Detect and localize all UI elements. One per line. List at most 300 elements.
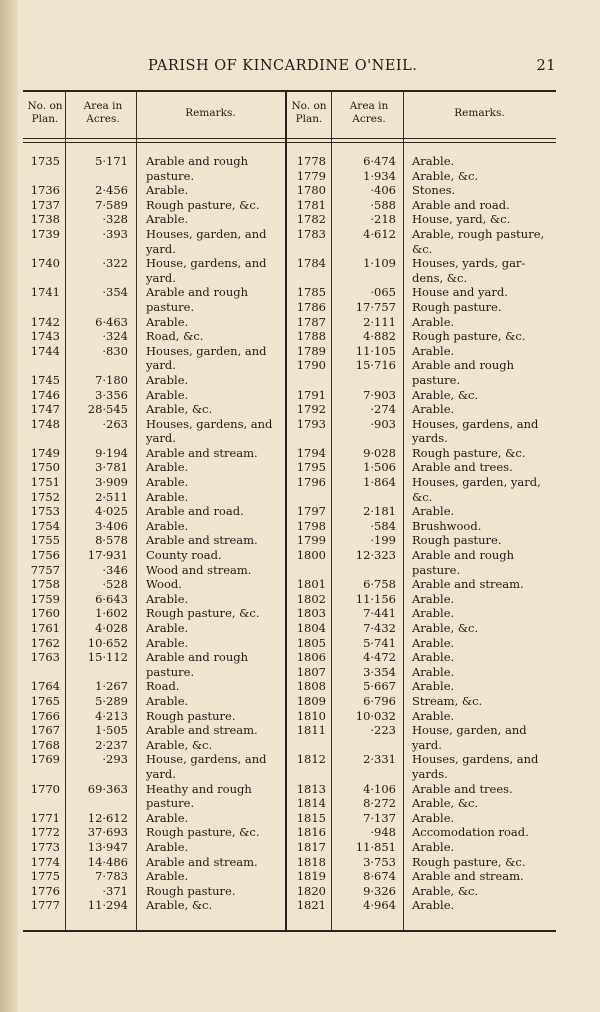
plan-number-left: 1762 [30, 635, 60, 650]
plan-number-right: 1807 [296, 664, 326, 679]
plan-number-right: 1789 [296, 343, 326, 358]
remarks-left: Arable and road. [146, 504, 244, 519]
area-acres-left: 5·171 [95, 154, 128, 168]
remarks-right: Arable, &c. [412, 387, 479, 402]
area-acres-right: ·199 [370, 533, 396, 548]
area-acres-right: 5·741 [363, 635, 396, 650]
table-row [23, 169, 556, 184]
remarks-left: Rough pasture, &c. [146, 606, 260, 621]
plan-number-right: 1813 [296, 781, 326, 796]
page-title: PARISH OF KINCARDINE O'NEIL. [148, 58, 418, 74]
plan-number-right: 1787 [296, 314, 326, 329]
table-row [23, 840, 556, 855]
remarks-right: Arable and rough [412, 358, 515, 373]
remarks-left: Houses, garden, and [146, 226, 267, 241]
table-row [23, 533, 556, 548]
area-acres-right: 8·674 [363, 869, 396, 884]
plan-number-left: 1765 [30, 693, 60, 708]
table-row [23, 183, 556, 198]
remarks-right: Arable. [412, 898, 455, 913]
area-acres-right: 6·796 [363, 693, 396, 708]
remarks-left: pasture. [146, 299, 195, 314]
remarks-left: Arable. [146, 693, 189, 708]
remarks-right: Arable and stream. [412, 577, 524, 592]
remarks-right: Rough pasture, &c. [412, 329, 526, 344]
plan-number-right: 1801 [296, 577, 326, 592]
table-row [23, 373, 556, 388]
plan-number-right: 1785 [296, 285, 326, 300]
area-acres-right: 3·354 [363, 664, 396, 679]
plan-number-right: 1820 [296, 883, 326, 898]
remarks-left: Arable. [146, 869, 189, 884]
remarks-left: Arable. [146, 591, 189, 606]
remarks-left: Road. [146, 679, 180, 694]
table-row [23, 592, 556, 607]
remarks-right: Houses, yards, gar- [412, 256, 526, 271]
area-acres-right: 10·032 [355, 708, 396, 723]
area-acres-right: 2·331 [363, 752, 396, 767]
area-acres-right: 11·105 [355, 343, 396, 358]
remarks-right: Arable and rough [412, 548, 515, 563]
area-acres-right: 4·882 [363, 329, 396, 344]
area-acres-left: 10·652 [87, 635, 128, 650]
table-row [23, 679, 556, 694]
remarks-left: House, gardens, and [146, 752, 267, 767]
plan-number-right: 1796 [296, 475, 326, 490]
table-row [23, 665, 556, 680]
plan-number-right: 1782 [296, 212, 326, 227]
plan-number-right: 1817 [296, 839, 326, 854]
remarks-left: Arable. [146, 475, 189, 490]
table-body [23, 154, 556, 913]
plan-number-left: 1740 [30, 256, 60, 271]
plan-number-right: 1793 [296, 416, 326, 431]
plan-number-left: 1750 [30, 460, 60, 475]
plan-number-left: 1736 [30, 183, 60, 198]
remarks-left: yard. [146, 431, 176, 446]
remarks-right: Houses, garden, yard, [412, 475, 541, 490]
area-acres-left: 13·947 [87, 839, 128, 854]
plan-number-right: 1810 [296, 708, 326, 723]
remarks-right: Arable. [412, 708, 455, 723]
remarks-right: House, garden, and [412, 723, 527, 738]
table-row [23, 402, 556, 417]
plan-number-left: 1768 [30, 737, 60, 752]
plan-number-right: 1784 [296, 256, 326, 271]
area-acres-left: 3·909 [95, 475, 128, 490]
table-row [23, 636, 556, 651]
area-acres-left: ·293 [102, 752, 128, 767]
table-row [23, 198, 556, 213]
area-acres-left: 2·511 [95, 489, 128, 504]
plan-number-right: 1795 [296, 460, 326, 475]
area-acres-right: ·588 [370, 197, 396, 212]
area-acres-left: 3·406 [95, 518, 128, 533]
area-acres-left: 1·267 [95, 679, 128, 694]
remarks-left: Arable and stream. [146, 445, 258, 460]
area-acres-left: 7·783 [95, 869, 128, 884]
table-row [23, 811, 556, 826]
plan-number-left: 1761 [30, 621, 60, 635]
area-acres-right: 7·137 [363, 810, 396, 825]
table-row [23, 490, 556, 505]
remarks-right: Rough pasture, &c. [412, 854, 526, 869]
area-acres-left: 3·781 [95, 460, 128, 475]
area-acres-right: ·584 [370, 518, 396, 533]
remarks-right: Arable, &c. [412, 883, 479, 898]
area-acres-right: ·903 [370, 416, 396, 431]
remarks-right: Rough pasture. [412, 533, 502, 548]
plan-number-left: 1739 [30, 226, 60, 241]
area-acres-right: 11·156 [355, 591, 396, 606]
remarks-left: Rough pasture. [146, 883, 236, 898]
plan-number-right: 1803 [296, 606, 326, 621]
remarks-left: Heathy and rough [146, 781, 252, 796]
area-acres-left: 15·112 [87, 650, 128, 665]
plan-number-left: 1755 [30, 533, 60, 548]
plan-number-left: 1766 [30, 708, 60, 723]
table-row [23, 344, 556, 359]
plan-number-left: 1773 [30, 839, 60, 854]
table-row [23, 621, 556, 636]
table-row [23, 212, 556, 227]
plan-number-left: 1745 [30, 372, 60, 387]
area-acres-left: ·346 [102, 562, 128, 577]
area-acres-left: 1·602 [95, 606, 128, 621]
area-acres-left: 5·289 [95, 693, 128, 708]
area-acres-left: 37·693 [87, 825, 128, 840]
area-acres-right: 4·472 [363, 650, 396, 665]
area-acres-left: ·528 [102, 577, 128, 592]
remarks-right: yards. [412, 766, 448, 781]
remarks-right: Arable and road. [412, 197, 510, 212]
plan-number-left: 1737 [30, 197, 60, 212]
plan-number-left: 1754 [30, 518, 60, 533]
area-acres-left: ·263 [102, 416, 128, 431]
area-acres-right: 4·964 [363, 898, 396, 913]
area-acres-right: 9·326 [363, 883, 396, 898]
remarks-left: Houses, gardens, and [146, 416, 273, 431]
remarks-right: Arable and trees. [412, 460, 513, 475]
remarks-right: yard. [412, 737, 442, 752]
table-row [23, 154, 556, 169]
remarks-right: Arable. [412, 591, 455, 606]
plan-number-right: 1815 [296, 810, 326, 825]
plan-number-left: 1748 [30, 416, 60, 431]
remarks-left: Rough pasture. [146, 708, 236, 723]
remarks-left: Houses, garden, and [146, 343, 267, 358]
area-acres-left: 6·643 [95, 591, 128, 606]
area-acres-right: 1·864 [363, 475, 396, 490]
remarks-left: Arable. [146, 839, 189, 854]
plan-number-right: 1792 [296, 402, 326, 417]
area-acres-right: 3·753 [363, 854, 396, 869]
table-row [23, 606, 556, 621]
area-acres-right: 11·851 [355, 839, 396, 854]
plan-number-right: 1791 [296, 387, 326, 402]
plan-number-right: 1809 [296, 693, 326, 708]
plan-number-right: 1818 [296, 854, 326, 869]
area-acres-right: 6·474 [363, 154, 396, 168]
remarks-left: Arable and rough [146, 154, 249, 168]
table-row [23, 650, 556, 665]
area-acres-left: 8·578 [95, 533, 128, 548]
plan-number-left: 1774 [30, 854, 60, 869]
area-acres-left: 1·505 [95, 723, 128, 738]
remarks-right: Houses, gardens, and [412, 752, 539, 767]
plan-number-right: 1805 [296, 635, 326, 650]
plan-number-right: 1821 [296, 898, 326, 913]
remarks-right: Houses, gardens, and [412, 416, 539, 431]
area-acres-right: 1·506 [363, 460, 396, 475]
remarks-left: yard. [146, 358, 176, 373]
plan-number-right: 1794 [296, 445, 326, 460]
table-row [23, 796, 556, 811]
plan-number-left: 1753 [30, 504, 60, 519]
plan-number-left: 1758 [30, 577, 60, 592]
plan-number-right: 1786 [296, 299, 326, 314]
plan-number-right: 1806 [296, 650, 326, 665]
table-row [23, 855, 556, 870]
remarks-left: Arable. [146, 387, 189, 402]
plan-number-left: 1777 [30, 898, 60, 913]
area-acres-right: 2·111 [363, 314, 396, 329]
plan-number-left: 1764 [30, 679, 60, 694]
table-row [23, 548, 556, 563]
table-row [23, 446, 556, 461]
area-acres-left: ·324 [102, 329, 128, 344]
plan-number-right: 1790 [296, 358, 326, 373]
remarks-right: Arable. [412, 810, 455, 825]
table-row [23, 329, 556, 344]
table-row [23, 884, 556, 899]
plan-number-left: 1744 [30, 343, 60, 358]
plan-number-right: 1804 [296, 621, 326, 635]
area-acres-left: 4·028 [95, 621, 128, 635]
plan-number-right: 1779 [296, 168, 326, 183]
remarks-left: Wood. [146, 577, 182, 592]
remarks-left: Arable and stream. [146, 533, 258, 548]
plan-number-right: 1797 [296, 504, 326, 519]
area-acres-left: 4·025 [95, 504, 128, 519]
table-row [23, 825, 556, 840]
plan-number-left: 1775 [30, 869, 60, 884]
remarks-right: Arable and stream. [412, 869, 524, 884]
remarks-left: Arable and stream. [146, 723, 258, 738]
table-row [23, 504, 556, 519]
remarks-left: Arable and stream. [146, 854, 258, 869]
plan-number-left: 1752 [30, 489, 60, 504]
table-row [23, 767, 556, 782]
plan-number-right: 1819 [296, 869, 326, 884]
table-row [23, 898, 556, 913]
area-acres-right: ·274 [370, 402, 396, 417]
area-acres-right: 9·028 [363, 445, 396, 460]
remarks-right: Arable. [412, 504, 455, 519]
area-acres-left: 12·612 [87, 810, 128, 825]
plan-number-left: 1747 [30, 402, 60, 417]
remarks-left: Wood and stream. [146, 562, 252, 577]
remarks-right: Arable. [412, 839, 455, 854]
table-row [23, 431, 556, 446]
remarks-right: Rough pasture, &c. [412, 445, 526, 460]
area-acres-right: ·218 [370, 212, 396, 227]
table-row [23, 358, 556, 373]
area-acres-left: ·328 [102, 212, 128, 227]
table-row [23, 388, 556, 403]
table-row [23, 475, 556, 490]
plan-number-left: 1770 [30, 781, 60, 796]
area-acres-right: 15·716 [355, 358, 396, 373]
remarks-right: Arable, rough pasture, [412, 226, 545, 241]
remarks-right: House and yard. [412, 285, 508, 300]
plan-number-right: 1814 [296, 796, 326, 811]
area-acres-right: 17·757 [355, 299, 396, 314]
remarks-right: Arable. [412, 606, 455, 621]
table-row [23, 315, 556, 330]
remarks-left: Rough pasture, &c. [146, 197, 260, 212]
plan-number-left: 1735 [30, 154, 60, 168]
table-row [23, 869, 556, 884]
remarks-left: yard. [146, 270, 176, 285]
area-acres-left: 2·237 [95, 737, 128, 752]
remarks-right: Brushwood. [412, 518, 482, 533]
area-acres-left: ·830 [102, 343, 128, 358]
plan-number-left: 1760 [30, 606, 60, 621]
area-acres-left: ·322 [102, 256, 128, 271]
area-acres-left: 17·931 [87, 548, 128, 563]
table-row [23, 782, 556, 797]
area-acres-left: ·393 [102, 226, 128, 241]
plan-number-left: 1746 [30, 387, 60, 402]
plan-number-right: 1788 [296, 329, 326, 344]
plan-number-right: 1812 [296, 752, 326, 767]
area-acres-left: ·354 [102, 285, 128, 300]
plan-number-left: 1741 [30, 285, 60, 300]
remarks-left: Rough pasture, &c. [146, 825, 260, 840]
header-area-right: Area in Acres. [349, 100, 389, 125]
remarks-left: Arable. [146, 372, 189, 387]
page-binding-edge [0, 0, 18, 1012]
plan-number-left: 1751 [30, 475, 60, 490]
remarks-right: Arable and trees. [412, 781, 513, 796]
remarks-right: &c. [412, 489, 433, 504]
remarks-left: yard. [146, 241, 176, 256]
remarks-right: Accomodation road. [412, 825, 529, 840]
remarks-right: Arable. [412, 343, 455, 358]
plan-number-right: 1802 [296, 591, 326, 606]
plan-number-right: 1808 [296, 679, 326, 694]
plan-number-left: 1738 [30, 212, 60, 227]
plan-number-right: 1781 [296, 197, 326, 212]
table-row [23, 723, 556, 738]
area-acres-right: ·223 [370, 723, 396, 738]
plan-number-left: 1749 [30, 445, 60, 460]
remarks-left: County road. [146, 548, 222, 563]
table-row [23, 563, 556, 578]
page-number: 21 [536, 58, 556, 74]
remarks-left: Arable. [146, 635, 189, 650]
land-table [23, 90, 556, 932]
plan-number-right: 1778 [296, 154, 326, 168]
header-area-left: Area in Acres. [83, 100, 123, 125]
table-row [23, 519, 556, 534]
remarks-left: Arable. [146, 518, 189, 533]
remarks-left: yard. [146, 766, 176, 781]
remarks-right: Arable, &c. [412, 796, 479, 811]
remarks-right: Arable, &c. [412, 621, 479, 635]
area-acres-left: 4·213 [95, 708, 128, 723]
plan-number-right: 1780 [296, 183, 326, 198]
plan-number-right: 1798 [296, 518, 326, 533]
remarks-left: Arable. [146, 621, 189, 635]
area-acres-right: 12·323 [355, 548, 396, 563]
plan-number-right: 1783 [296, 226, 326, 241]
remarks-left: Arable. [146, 810, 189, 825]
remarks-right: yards. [412, 431, 448, 446]
area-acres-left: 11·294 [87, 898, 128, 913]
area-acres-right: ·948 [370, 825, 396, 840]
area-acres-right: ·406 [370, 183, 396, 198]
table-row [23, 709, 556, 724]
remarks-right: Arable. [412, 154, 455, 168]
plan-number-right: 1800 [296, 548, 326, 563]
remarks-right: pasture. [412, 562, 461, 577]
plan-number-left: 1756 [30, 548, 60, 563]
remarks-left: Arable, &c. [146, 737, 213, 752]
area-acres-right: 4·612 [363, 226, 396, 241]
remarks-left: pasture. [146, 664, 195, 679]
remarks-left: Arable, &c. [146, 898, 213, 913]
plan-number-right: 1799 [296, 533, 326, 548]
plan-number-left: 1742 [30, 314, 60, 329]
area-acres-right: 7·441 [363, 606, 396, 621]
plan-number-left: 1776 [30, 883, 60, 898]
table-row [23, 242, 556, 257]
remarks-right: dens, &c. [412, 270, 468, 285]
header-plan-left: No. on Plan. [27, 100, 63, 125]
remarks-left: House, gardens, and [146, 256, 267, 271]
remarks-right: Arable. [412, 650, 455, 665]
table-row [23, 577, 556, 592]
table-row [23, 271, 556, 286]
table-row [23, 460, 556, 475]
area-acres-left: 28·545 [87, 402, 128, 417]
remarks-left: Arable. [146, 314, 189, 329]
remarks-left: pasture. [146, 168, 195, 183]
area-acres-right: 2·181 [363, 504, 396, 519]
area-acres-left: 14·486 [87, 854, 128, 869]
remarks-right: &c. [412, 241, 433, 256]
table-row [23, 285, 556, 300]
area-acres-right: 8·272 [363, 796, 396, 811]
area-acres-right: 7·903 [363, 387, 396, 402]
area-acres-right: 6·758 [363, 577, 396, 592]
plan-number-left: 1769 [30, 752, 60, 767]
remarks-right: Rough pasture. [412, 299, 502, 314]
remarks-left: pasture. [146, 796, 195, 811]
plan-number-left: 1772 [30, 825, 60, 840]
remarks-right: Stream, &c. [412, 693, 483, 708]
area-acres-right: 7·432 [363, 621, 396, 635]
remarks-left: Arable and rough [146, 285, 249, 300]
area-acres-left: 2·456 [95, 183, 128, 198]
area-acres-left: 7·589 [95, 197, 128, 212]
area-acres-left: 9·194 [95, 445, 128, 460]
area-acres-left: 3·356 [95, 387, 128, 402]
area-acres-right: ·065 [370, 285, 396, 300]
area-acres-right: 1·934 [363, 168, 396, 183]
